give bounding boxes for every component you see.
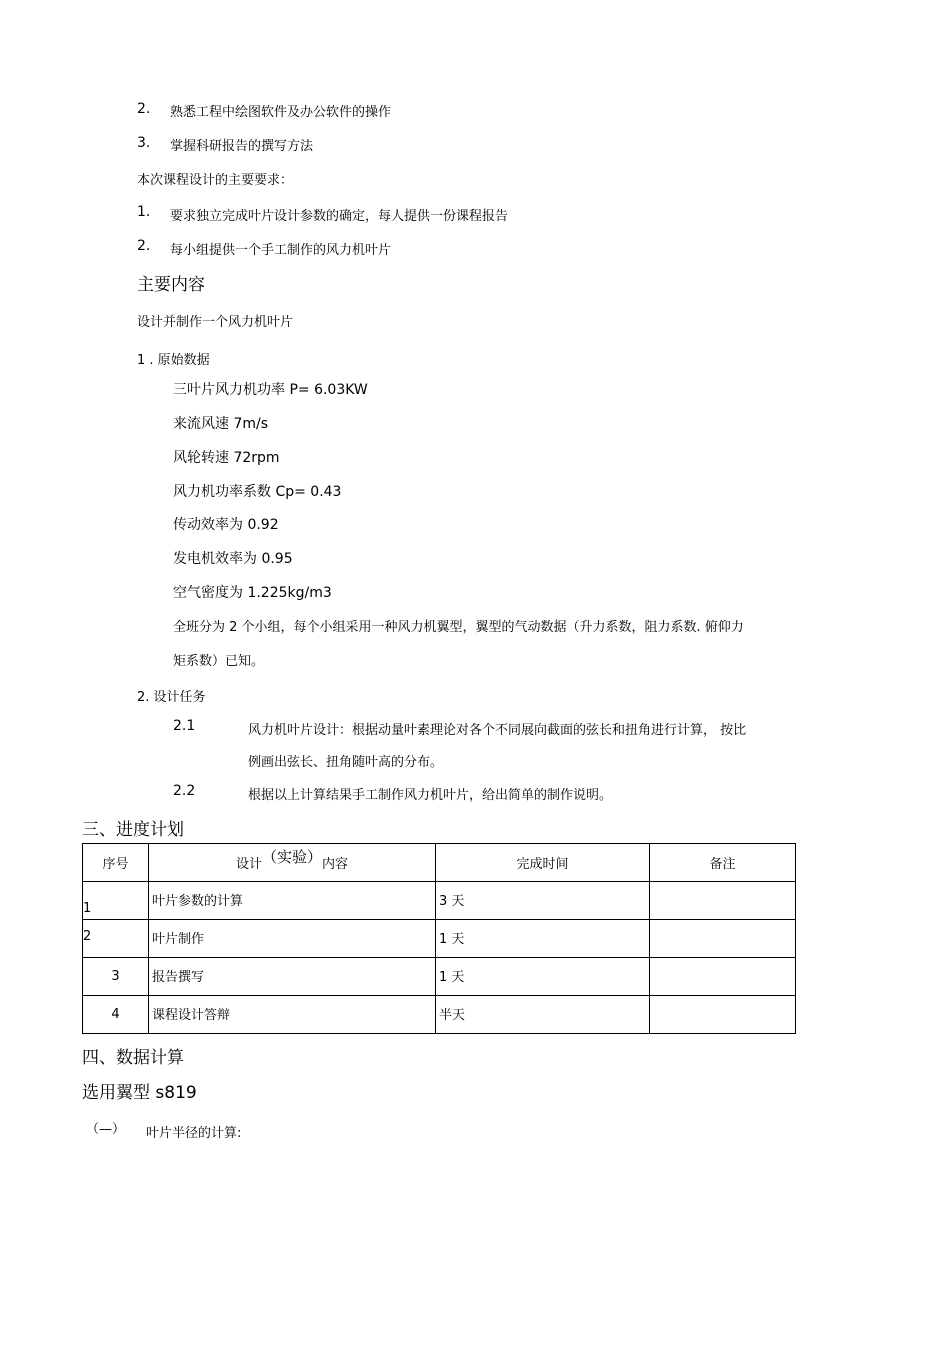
- raw-data-item: 来流风速 7m/s: [173, 416, 269, 432]
- group-note-line: 全班分为 2 个小组，每个小组采用一种风力机翼型，翼型的气动数据（升力系数，阻力系数. 俯仰力: [173, 620, 744, 635]
- header-content: 设计（实验）内容: [149, 844, 436, 882]
- raw-data-item: 风力机功率系数 Cp= 0.43: [173, 484, 342, 500]
- row-seq: 3: [111, 969, 120, 984]
- row-content: 报告撰写: [152, 970, 205, 985]
- raw-data-item: 三叶片风力机功率 P= 6.03KW: [173, 382, 368, 398]
- calc-heading: 四、数据计算: [82, 1048, 184, 1068]
- row-seq: 1: [83, 901, 92, 916]
- main-content-intro: 设计并制作一个风力机叶片: [137, 315, 294, 330]
- raw-data-item: 空气密度为 1.225kg/m3: [173, 585, 332, 601]
- header-time: 完成时间: [436, 844, 650, 882]
- task-text: 根据以上计算结果手工制作风力机叶片，给出简单的制作说明。: [248, 788, 613, 803]
- header-note: 备注: [650, 844, 796, 882]
- row-seq: 2: [83, 929, 92, 944]
- objective-number: 2.: [137, 101, 151, 117]
- subsection-label: （—）: [86, 1122, 126, 1137]
- row-content: 叶片制作: [152, 932, 205, 947]
- row-time: 3 天: [439, 894, 465, 909]
- row-content: 课程设计答辩: [152, 1008, 231, 1023]
- main-content-heading: 主要内容: [137, 275, 205, 295]
- table-row: [83, 958, 796, 996]
- subsection-text: 叶片半径的计算:: [146, 1126, 242, 1141]
- task-number: 2.1: [173, 718, 196, 734]
- table-row: [83, 996, 796, 1034]
- row-seq: 4: [111, 1007, 120, 1022]
- objective-number: 3.: [137, 135, 151, 151]
- table-row: [83, 882, 796, 920]
- requirement-text: 每小组提供一个手工制作的风力机叶片: [170, 243, 392, 258]
- row-time: 半天: [439, 1008, 466, 1023]
- task-text: 风力机叶片设计：根据动量叶素理论对各个不同展向截面的弦长和扭角进行计算， 按比: [248, 723, 747, 738]
- task-heading: 2. 设计任务: [137, 690, 206, 705]
- requirement-number: 1.: [137, 204, 151, 220]
- row-time: 1 天: [439, 970, 465, 985]
- objective-text: 掌握科研报告的撰写方法: [170, 139, 314, 154]
- group-note-line: 矩系数）已知。: [173, 654, 265, 669]
- raw-data-item: 传动效率为 0.92: [173, 517, 279, 533]
- header-seq: 序号: [83, 844, 149, 882]
- task-text: 例画出弦长、扭角随叶高的分布。: [248, 755, 444, 770]
- task-number: 2.2: [173, 783, 196, 799]
- raw-data-item: 风轮转速 72rpm: [173, 450, 280, 466]
- airfoil-heading: 选用翼型 s819: [82, 1083, 197, 1103]
- raw-data-heading: 1 . 原始数据: [137, 353, 210, 368]
- requirement-number: 2.: [137, 238, 151, 254]
- schedule-table: [82, 843, 796, 1034]
- objective-text: 熟悉工程中绘图软件及办公软件的操作: [170, 105, 392, 120]
- raw-data-item: 发电机效率为 0.95: [173, 551, 293, 567]
- row-time: 1 天: [439, 932, 465, 947]
- requirement-text: 要求独立完成叶片设计参数的确定，每人提供一份课程报告: [170, 209, 509, 224]
- table-header-row: [83, 844, 796, 882]
- schedule-heading: 三、进度计划: [82, 820, 184, 840]
- requirements-intro: 本次课程设计的主要要求：: [137, 173, 294, 188]
- row-content: 叶片参数的计算: [152, 894, 244, 909]
- table-row: [83, 920, 796, 958]
